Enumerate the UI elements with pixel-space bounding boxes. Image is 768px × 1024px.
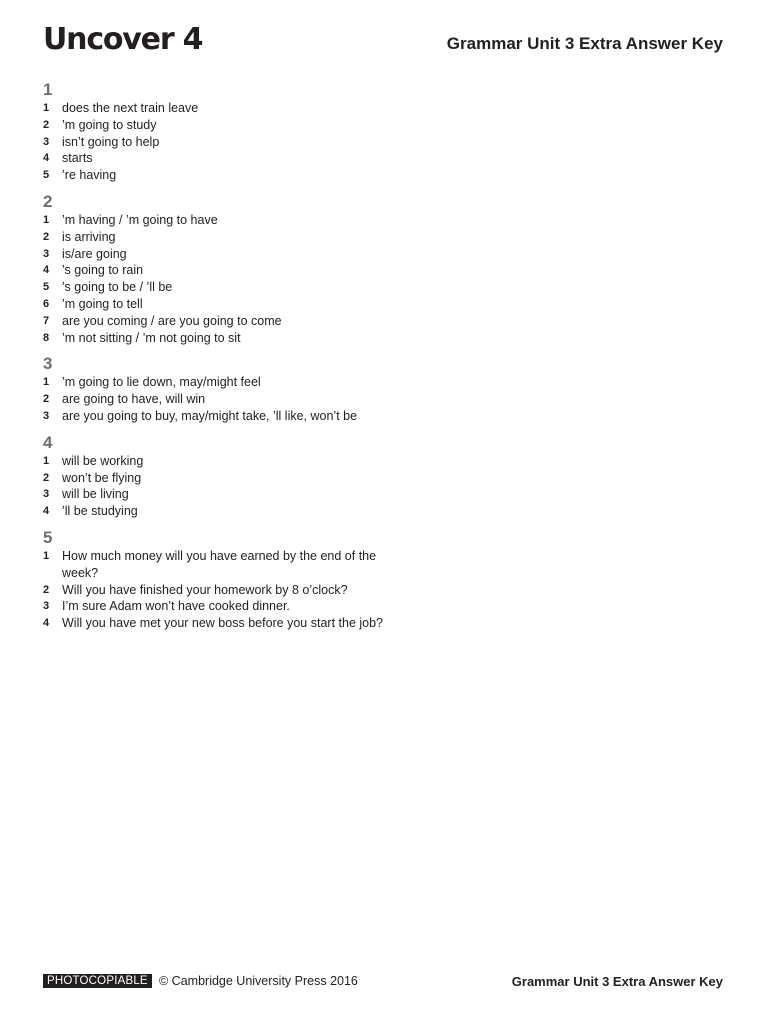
answer-text: Will you have met your new boss before you start the job?: [62, 616, 383, 631]
answer-number: 4: [43, 264, 50, 277]
answer-item: [43, 503, 403, 520]
answer-text: ’m going to lie down, may/might feel: [62, 375, 261, 390]
answer-item: [43, 374, 403, 391]
answer-item: [43, 391, 403, 408]
answer-number: 4: [43, 505, 50, 518]
footer-title: Grammar Unit 3 Extra Answer Key: [511, 974, 723, 989]
answer-item: [43, 598, 403, 615]
answer-number: 7: [43, 314, 50, 327]
answer-text: ’m having / ’m going to have: [62, 212, 218, 227]
answer-item: [43, 486, 403, 503]
answer-text: ’m going to study: [62, 117, 157, 132]
answer-item: [43, 150, 403, 167]
exercise-number: 4: [43, 432, 53, 452]
answer-text: ’s going to rain: [62, 263, 144, 278]
answer-number: 2: [43, 471, 50, 484]
answer-number: 5: [43, 169, 50, 182]
answer-item: [43, 296, 403, 313]
answer-item: [43, 134, 403, 151]
footer: [43, 972, 723, 990]
answer-text: is arriving: [62, 229, 116, 244]
answer-text: ’ll be studying: [62, 504, 138, 519]
answer-list: [43, 374, 403, 424]
answer-list: [43, 453, 403, 520]
answer-item: [43, 408, 403, 425]
answer-item: [43, 548, 403, 582]
answer-text: will be living: [62, 487, 129, 502]
answer-text: How much money will you have earned by the end of the week?: [62, 548, 377, 580]
answer-number: 3: [43, 409, 50, 422]
copyright-text: © Cambridge University Press 2016: [159, 974, 358, 988]
answer-number: 4: [43, 152, 50, 165]
exercise-number: 5: [43, 527, 53, 547]
answer-number: 3: [43, 247, 50, 260]
answer-number: 3: [43, 135, 50, 148]
answer-item: [43, 117, 403, 134]
exercise-section: [43, 528, 403, 632]
answer-item: [43, 246, 403, 263]
logo: Uncover 4: [43, 22, 203, 57]
answer-item: [43, 615, 403, 632]
answer-number: 1: [43, 102, 50, 114]
answer-item: [43, 212, 403, 229]
answer-number: 8: [43, 331, 50, 344]
answer-number: 2: [43, 393, 50, 406]
answer-item: [43, 470, 403, 487]
answer-text: does the next train leave: [62, 101, 199, 115]
answer-key-content: [43, 80, 403, 640]
answer-number: 2: [43, 118, 50, 131]
answer-text: starts: [62, 151, 93, 166]
exercise-section: [43, 192, 403, 346]
answer-item: [43, 100, 403, 117]
answer-number: 1: [43, 454, 50, 467]
answer-item: [43, 167, 403, 184]
answer-item: [43, 229, 403, 246]
answer-item: [43, 313, 403, 330]
exercise-section: [43, 354, 403, 424]
answer-number: 3: [43, 488, 50, 501]
answer-item: [43, 262, 403, 279]
answer-text: are you coming / are you going to come: [62, 313, 282, 328]
answer-text: is/are going: [62, 246, 127, 261]
answer-number: 5: [43, 281, 50, 294]
answer-item: [43, 279, 403, 296]
answer-number: 4: [43, 617, 50, 630]
answer-text: are going to have, will win: [62, 392, 206, 407]
answer-item: [43, 582, 403, 599]
exercise-number: 1: [43, 80, 53, 99]
answer-text: ’re having: [62, 168, 117, 183]
answer-number: 1: [43, 213, 50, 226]
exercise-number: 2: [43, 191, 53, 211]
answer-item: [43, 453, 403, 470]
answer-text: ’s going to be / ’ll be: [62, 280, 173, 295]
exercise-section: [43, 433, 403, 520]
answer-text: I’m sure Adam won’t have cooked dinner.: [62, 599, 290, 614]
answer-list: [43, 548, 403, 632]
photocopiable-badge: PHOTOCOPIABLE: [43, 974, 152, 988]
answer-text: won’t be flying: [62, 470, 142, 485]
answer-text: ’m not sitting / ’m not going to sit: [62, 330, 241, 345]
answer-number: 1: [43, 549, 50, 562]
answer-list: [43, 100, 403, 184]
answer-number: 2: [43, 230, 50, 243]
answer-text: will be working: [62, 453, 144, 468]
answer-text: ’m going to tell: [62, 296, 143, 311]
document-title: Grammar Unit 3 Extra Answer Key: [446, 34, 723, 53]
answer-text: Will you have finished your homework by 8 o’clock?: [62, 582, 348, 597]
answer-number: 2: [43, 583, 50, 596]
answer-list: [43, 212, 403, 346]
exercise-number: 3: [43, 354, 53, 374]
exercise-section: [43, 80, 403, 184]
answer-text: isn’t going to help: [62, 134, 160, 149]
answer-item: [43, 330, 403, 347]
answer-text: are you going to buy, may/might take, ’ll like, won’t be: [62, 408, 358, 423]
answer-number: 1: [43, 376, 50, 389]
answer-number: 6: [43, 297, 50, 310]
answer-number: 3: [43, 600, 50, 613]
